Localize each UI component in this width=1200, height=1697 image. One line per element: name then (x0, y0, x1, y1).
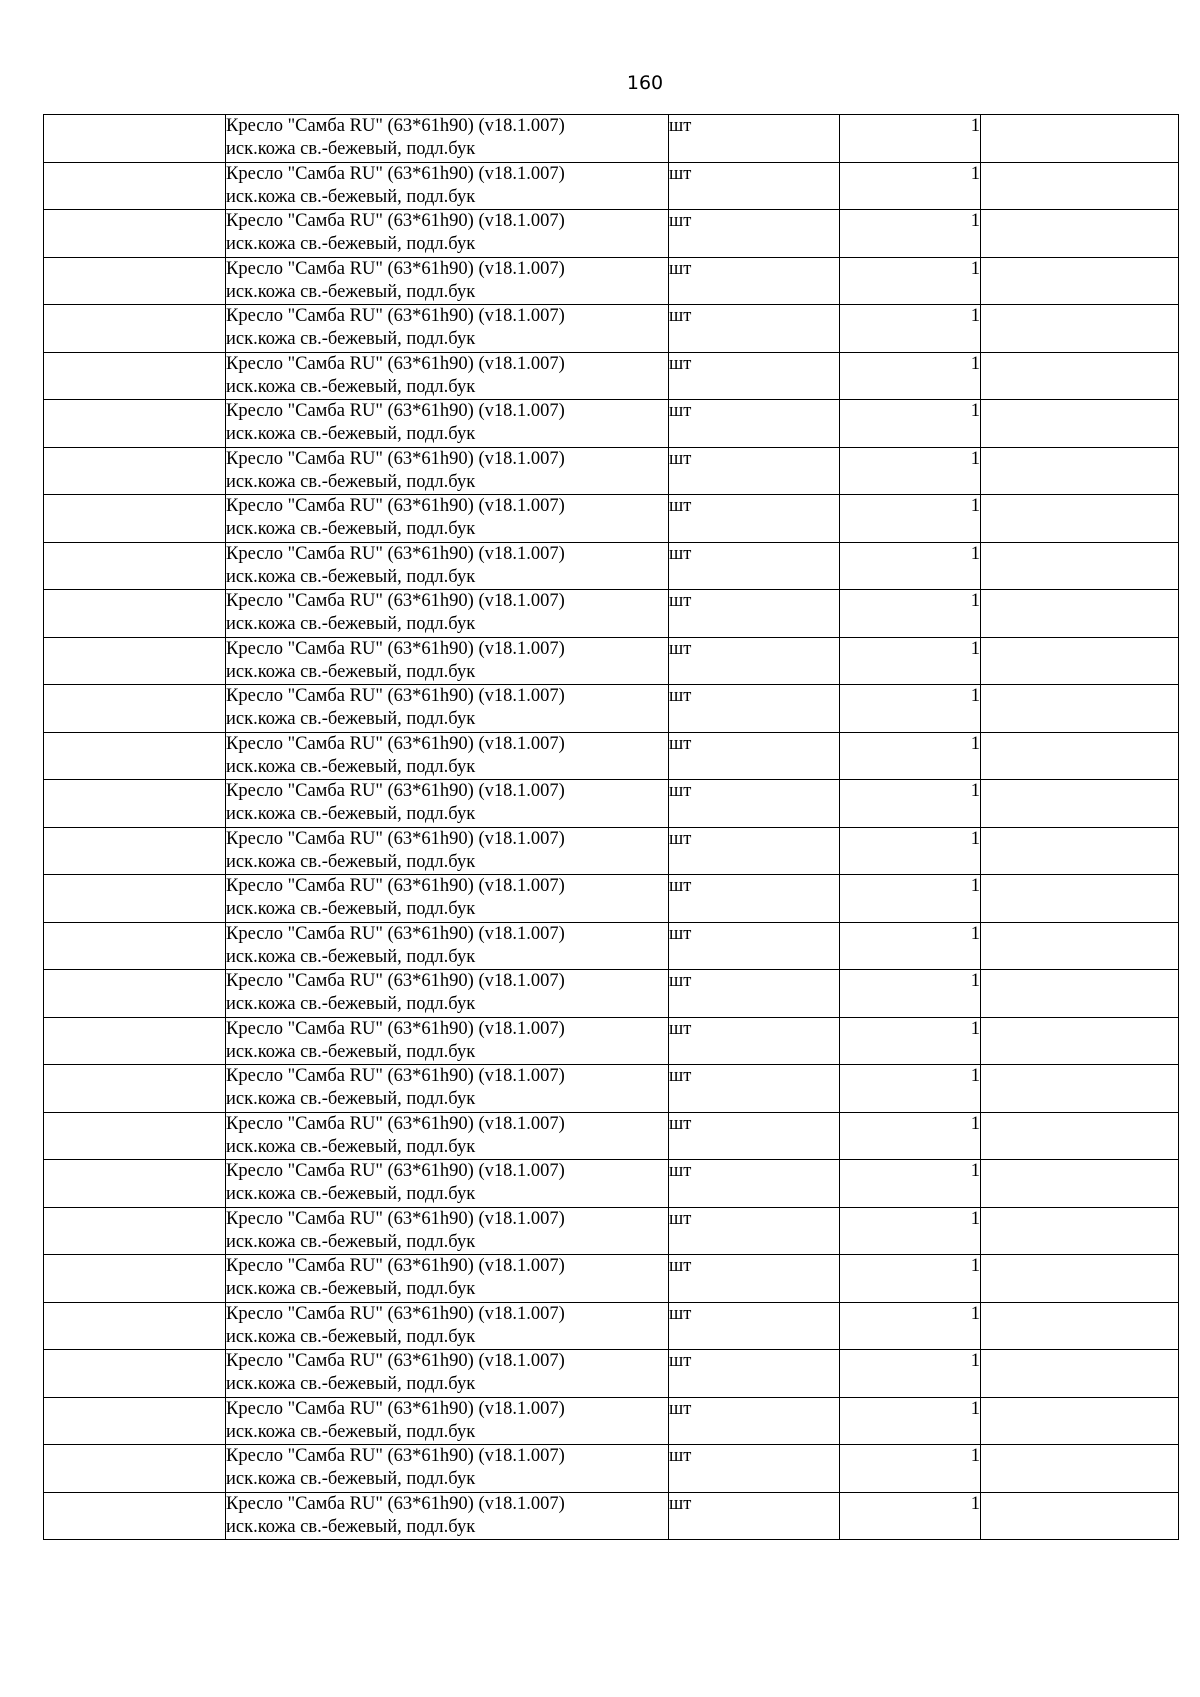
item-quantity-cell: 1 (840, 1350, 981, 1398)
empty-cell (981, 970, 1179, 1018)
empty-cell (981, 1445, 1179, 1493)
table-row (44, 305, 1179, 353)
page-number: 160 (626, 72, 664, 94)
empty-cell (981, 922, 1179, 970)
empty-cell (981, 495, 1179, 543)
table-row (44, 495, 1179, 543)
item-name-cell (226, 1255, 669, 1303)
item-name-cell (226, 1302, 669, 1350)
empty-cell (44, 1112, 226, 1160)
item-quantity-cell: 1 (840, 637, 981, 685)
empty-cell (44, 447, 226, 495)
item-name-line2: иск.кожа св.-бежевый, подл.бук (226, 1136, 476, 1157)
item-name-cell (226, 780, 669, 828)
empty-cell (44, 922, 226, 970)
item-unit-cell: шт (669, 542, 840, 590)
item-name-cell (226, 970, 669, 1018)
empty-cell (981, 1350, 1179, 1398)
item-name-cell (226, 305, 669, 353)
empty-cell (44, 400, 226, 448)
item-name-line2: иск.кожа св.-бежевый, подл.бук (226, 1421, 476, 1442)
item-name-line2: иск.кожа св.-бежевый, подл.бук (226, 614, 476, 634)
item-name-line1: Кресло "Самба RU" (63*61h90) (v18.1.007) (226, 1493, 565, 1514)
item-unit-cell: шт (669, 1255, 840, 1303)
empty-cell (981, 1065, 1179, 1113)
item-name-line2: иск.кожа св.-бежевый, подл.бук (226, 329, 476, 349)
item-name-line2: иск.кожа св.-бежевый, подл.бук (226, 1041, 476, 1062)
item-name-line1: Кресло "Самба RU" (63*61h90) (v18.1.007) (226, 1398, 565, 1419)
item-unit-cell: шт (669, 115, 840, 163)
item-name-line1: Кресло "Самба RU" (63*61h90) (v18.1.007) (226, 1256, 565, 1276)
item-name-cell (226, 352, 669, 400)
item-unit-cell: шт (669, 447, 840, 495)
item-name-line1: Кресло "Самба RU" (63*61h90) (v18.1.007) (226, 116, 565, 136)
table-row (44, 1445, 1179, 1493)
item-name-line2: иск.кожа св.-бежевый, подл.бук (226, 709, 476, 729)
table-row (44, 922, 1179, 970)
table-row (44, 162, 1179, 210)
empty-cell (44, 352, 226, 400)
item-name-line1: Кресло "Самба RU" (63*61h90) (v18.1.007) (226, 1208, 565, 1229)
table-row (44, 210, 1179, 258)
table-row (44, 447, 1179, 495)
item-quantity-cell: 1 (840, 1445, 981, 1493)
item-name-line1: Кресло "Самба RU" (63*61h90) (v18.1.007) (226, 543, 565, 564)
item-name-line1: Кресло "Самба RU" (63*61h90) (v18.1.007) (226, 211, 565, 231)
item-quantity-cell: 1 (840, 827, 981, 875)
empty-cell (44, 1065, 226, 1113)
empty-cell (44, 637, 226, 685)
item-quantity-cell: 1 (840, 495, 981, 543)
item-unit-cell: шт (669, 1397, 840, 1445)
item-quantity-cell: 1 (840, 162, 981, 210)
table-row (44, 1065, 1179, 1113)
empty-cell (981, 590, 1179, 638)
item-name-cell (226, 115, 669, 163)
item-name-cell (226, 210, 669, 258)
empty-cell (44, 1350, 226, 1398)
item-unit-cell: шт (669, 875, 840, 923)
table-row (44, 400, 1179, 448)
empty-cell (981, 162, 1179, 210)
table-row (44, 685, 1179, 733)
empty-cell (44, 115, 226, 163)
item-unit-cell: шт (669, 162, 840, 210)
empty-cell (44, 875, 226, 923)
empty-cell (981, 210, 1179, 258)
empty-cell (44, 970, 226, 1018)
item-unit-cell: шт (669, 922, 840, 970)
empty-cell (981, 352, 1179, 400)
item-unit-cell: шт (669, 970, 840, 1018)
item-name-line1: Кресло "Самба RU" (63*61h90) (v18.1.007) (226, 1446, 565, 1466)
table-row (44, 1112, 1179, 1160)
item-quantity-cell: 1 (840, 1255, 981, 1303)
item-name-line1: Кресло "Самба RU" (63*61h90) (v18.1.007) (226, 1113, 565, 1134)
item-quantity-cell: 1 (840, 305, 981, 353)
table-row (44, 1255, 1179, 1303)
item-name-line2: иск.кожа св.-бежевый, подл.бук (226, 1516, 476, 1537)
table-row (44, 732, 1179, 780)
table-row (44, 875, 1179, 923)
item-name-line1: Кресло "Самба RU" (63*61h90) (v18.1.007) (226, 1161, 565, 1181)
item-quantity-cell: 1 (840, 1065, 981, 1113)
item-unit-cell: шт (669, 257, 840, 305)
empty-cell (981, 400, 1179, 448)
item-name-cell (226, 447, 669, 495)
item-quantity-cell: 1 (840, 780, 981, 828)
item-quantity-cell: 1 (840, 1017, 981, 1065)
item-name-cell (226, 827, 669, 875)
empty-cell (44, 1492, 226, 1540)
empty-cell (44, 1207, 226, 1255)
item-quantity-cell: 1 (840, 970, 981, 1018)
empty-cell (44, 257, 226, 305)
items-table-body (44, 115, 1179, 1540)
table-row (44, 1207, 1179, 1255)
table-row (44, 590, 1179, 638)
item-quantity-cell: 1 (840, 732, 981, 780)
item-quantity-cell: 1 (840, 922, 981, 970)
item-name-line1: Кресло "Самба RU" (63*61h90) (v18.1.007) (226, 971, 565, 991)
item-quantity-cell: 1 (840, 1302, 981, 1350)
empty-cell (981, 447, 1179, 495)
item-name-cell (226, 1017, 669, 1065)
item-name-line2: иск.кожа св.-бежевый, подл.бук (226, 471, 476, 492)
item-quantity-cell: 1 (840, 1397, 981, 1445)
item-name-line2: иск.кожа св.-бежевый, подл.бук (226, 1184, 476, 1204)
empty-cell (44, 1255, 226, 1303)
table-row (44, 1160, 1179, 1208)
empty-cell (44, 1302, 226, 1350)
item-name-line2: иск.кожа св.-бежевый, подл.бук (226, 994, 476, 1014)
item-name-line2: иск.кожа св.-бежевый, подл.бук (226, 186, 476, 207)
item-name-line2: иск.кожа св.-бежевый, подл.бук (226, 661, 476, 682)
item-unit-cell: шт (669, 1017, 840, 1065)
empty-cell (981, 685, 1179, 733)
item-quantity-cell: 1 (840, 685, 981, 733)
item-name-cell (226, 590, 669, 638)
item-name-line1: Кресло "Самба RU" (63*61h90) (v18.1.007) (226, 781, 565, 801)
item-unit-cell: шт (669, 1065, 840, 1113)
item-unit-cell: шт (669, 305, 840, 353)
item-name-line2: иск.кожа св.-бежевый, подл.бук (226, 946, 476, 967)
item-name-line1: Кресло "Самба RU" (63*61h90) (v18.1.007) (226, 353, 565, 374)
table-row (44, 257, 1179, 305)
item-name-line1: Кресло "Самба RU" (63*61h90) (v18.1.007) (226, 1018, 565, 1039)
empty-cell (981, 637, 1179, 685)
empty-cell (44, 732, 226, 780)
table-row (44, 1397, 1179, 1445)
item-unit-cell: шт (669, 400, 840, 448)
empty-cell (44, 305, 226, 353)
item-unit-cell: шт (669, 1492, 840, 1540)
table-row (44, 637, 1179, 685)
item-unit-cell: шт (669, 1112, 840, 1160)
item-name-cell (226, 1492, 669, 1540)
item-quantity-cell: 1 (840, 1160, 981, 1208)
empty-cell (44, 210, 226, 258)
item-name-cell (226, 1065, 669, 1113)
item-unit-cell: шт (669, 590, 840, 638)
table-row (44, 970, 1179, 1018)
empty-cell (44, 827, 226, 875)
item-name-cell (226, 637, 669, 685)
item-unit-cell: шт (669, 732, 840, 780)
empty-cell (981, 827, 1179, 875)
empty-cell (981, 1112, 1179, 1160)
table-row (44, 1492, 1179, 1540)
empty-cell (981, 1160, 1179, 1208)
item-unit-cell: шт (669, 637, 840, 685)
item-quantity-cell: 1 (840, 447, 981, 495)
empty-cell (44, 495, 226, 543)
table-row (44, 1017, 1179, 1065)
item-name-line2: иск.кожа св.-бежевый, подл.бук (226, 1469, 476, 1489)
item-name-cell (226, 922, 669, 970)
empty-cell (44, 1017, 226, 1065)
item-name-line2: иск.кожа св.-бежевый, подл.бук (226, 424, 476, 444)
item-unit-cell: шт (669, 685, 840, 733)
table-row (44, 352, 1179, 400)
item-unit-cell: шт (669, 780, 840, 828)
item-quantity-cell: 1 (840, 115, 981, 163)
empty-cell (981, 257, 1179, 305)
item-name-cell (226, 542, 669, 590)
item-name-line2: иск.кожа св.-бежевый, подл.бук (226, 804, 476, 824)
empty-cell (981, 732, 1179, 780)
empty-cell (44, 1445, 226, 1493)
item-quantity-cell: 1 (840, 210, 981, 258)
empty-cell (981, 1207, 1179, 1255)
item-name-line2: иск.кожа св.-бежевый, подл.бук (226, 1231, 476, 1252)
item-name-line1: Кресло "Самба RU" (63*61h90) (v18.1.007) (226, 401, 565, 421)
item-name-line1: Кресло "Самба RU" (63*61h90) (v18.1.007) (226, 686, 565, 706)
item-name-line2: иск.кожа св.-бежевый, подл.бук (226, 281, 476, 302)
item-quantity-cell: 1 (840, 542, 981, 590)
item-quantity-cell: 1 (840, 352, 981, 400)
item-unit-cell: шт (669, 827, 840, 875)
item-unit-cell: шт (669, 1350, 840, 1398)
item-name-line1: Кресло "Самба RU" (63*61h90) (v18.1.007) (226, 828, 565, 849)
empty-cell (44, 590, 226, 638)
empty-cell (981, 875, 1179, 923)
item-name-line2: иск.кожа св.-бежевый, подл.бук (226, 376, 476, 397)
item-name-cell (226, 495, 669, 543)
item-quantity-cell: 1 (840, 1112, 981, 1160)
table-row (44, 542, 1179, 590)
item-unit-cell: шт (669, 1207, 840, 1255)
item-name-line2: иск.кожа св.-бежевый, подл.бук (226, 1279, 476, 1299)
item-name-line1: Кресло "Самба RU" (63*61h90) (v18.1.007) (226, 733, 565, 754)
items-table (43, 114, 1179, 1540)
empty-cell (981, 780, 1179, 828)
item-name-line1: Кресло "Самба RU" (63*61h90) (v18.1.007) (226, 876, 565, 896)
item-unit-cell: шт (669, 1302, 840, 1350)
item-name-cell (226, 685, 669, 733)
item-name-line2: иск.кожа св.-бежевый, подл.бук (226, 899, 476, 919)
item-quantity-cell: 1 (840, 1207, 981, 1255)
empty-cell (44, 1397, 226, 1445)
item-name-cell (226, 1112, 669, 1160)
item-unit-cell: шт (669, 495, 840, 543)
item-name-cell (226, 400, 669, 448)
item-name-line1: Кресло "Самба RU" (63*61h90) (v18.1.007) (226, 496, 565, 516)
item-name-cell (226, 1160, 669, 1208)
item-name-line2: иск.кожа св.-бежевый, подл.бук (226, 234, 476, 254)
empty-cell (44, 685, 226, 733)
table-row (44, 827, 1179, 875)
item-name-line2: иск.кожа св.-бежевый, подл.бук (226, 1089, 476, 1109)
item-unit-cell: шт (669, 352, 840, 400)
item-unit-cell: шт (669, 210, 840, 258)
item-name-line2: иск.кожа св.-бежевый, подл.бук (226, 519, 476, 539)
empty-cell (981, 1017, 1179, 1065)
item-name-line2: иск.кожа св.-бежевый, подл.бук (226, 139, 476, 159)
item-name-line1: Кресло "Самба RU" (63*61h90) (v18.1.007) (226, 1351, 565, 1371)
empty-cell (981, 1492, 1179, 1540)
empty-cell (44, 1160, 226, 1208)
item-name-cell (226, 732, 669, 780)
item-name-cell (226, 1397, 669, 1445)
item-name-cell (226, 1445, 669, 1493)
item-name-cell (226, 162, 669, 210)
empty-cell (981, 305, 1179, 353)
item-quantity-cell: 1 (840, 590, 981, 638)
item-name-line1: Кресло "Самба RU" (63*61h90) (v18.1.007) (226, 1303, 565, 1324)
item-name-line1: Кресло "Самба RU" (63*61h90) (v18.1.007) (226, 923, 565, 944)
item-quantity-cell: 1 (840, 257, 981, 305)
item-name-line1: Кресло "Самба RU" (63*61h90) (v18.1.007) (226, 163, 565, 184)
item-name-line1: Кресло "Самба RU" (63*61h90) (v18.1.007) (226, 1066, 565, 1086)
item-quantity-cell: 1 (840, 400, 981, 448)
item-name-line1: Кресло "Самба RU" (63*61h90) (v18.1.007) (226, 306, 565, 326)
empty-cell (981, 115, 1179, 163)
item-name-line2: иск.кожа св.-бежевый, подл.бук (226, 851, 476, 872)
empty-cell (981, 1302, 1179, 1350)
table-row (44, 1302, 1179, 1350)
empty-cell (981, 542, 1179, 590)
item-name-line1: Кресло "Самба RU" (63*61h90) (v18.1.007) (226, 448, 565, 469)
item-name-line1: Кресло "Самба RU" (63*61h90) (v18.1.007) (226, 638, 565, 659)
item-name-cell (226, 875, 669, 923)
item-name-cell (226, 1207, 669, 1255)
item-name-line2: иск.кожа св.-бежевый, подл.бук (226, 1374, 476, 1394)
item-unit-cell: шт (669, 1160, 840, 1208)
empty-cell (44, 542, 226, 590)
item-name-line2: иск.кожа св.-бежевый, подл.бук (226, 756, 476, 777)
item-quantity-cell: 1 (840, 1492, 981, 1540)
item-name-line1: Кресло "Самба RU" (63*61h90) (v18.1.007) (226, 591, 565, 611)
empty-cell (44, 162, 226, 210)
table-row (44, 780, 1179, 828)
table-row (44, 115, 1179, 163)
item-name-line2: иск.кожа св.-бежевый, подл.бук (226, 566, 476, 587)
item-name-cell (226, 1350, 669, 1398)
item-name-cell (226, 257, 669, 305)
empty-cell (981, 1397, 1179, 1445)
empty-cell (981, 1255, 1179, 1303)
item-name-line2: иск.кожа св.-бежевый, подл.бук (226, 1326, 476, 1347)
item-unit-cell: шт (669, 1445, 840, 1493)
item-name-line1: Кресло "Самба RU" (63*61h90) (v18.1.007) (226, 258, 565, 279)
empty-cell (44, 780, 226, 828)
item-quantity-cell: 1 (840, 875, 981, 923)
table-row (44, 1350, 1179, 1398)
